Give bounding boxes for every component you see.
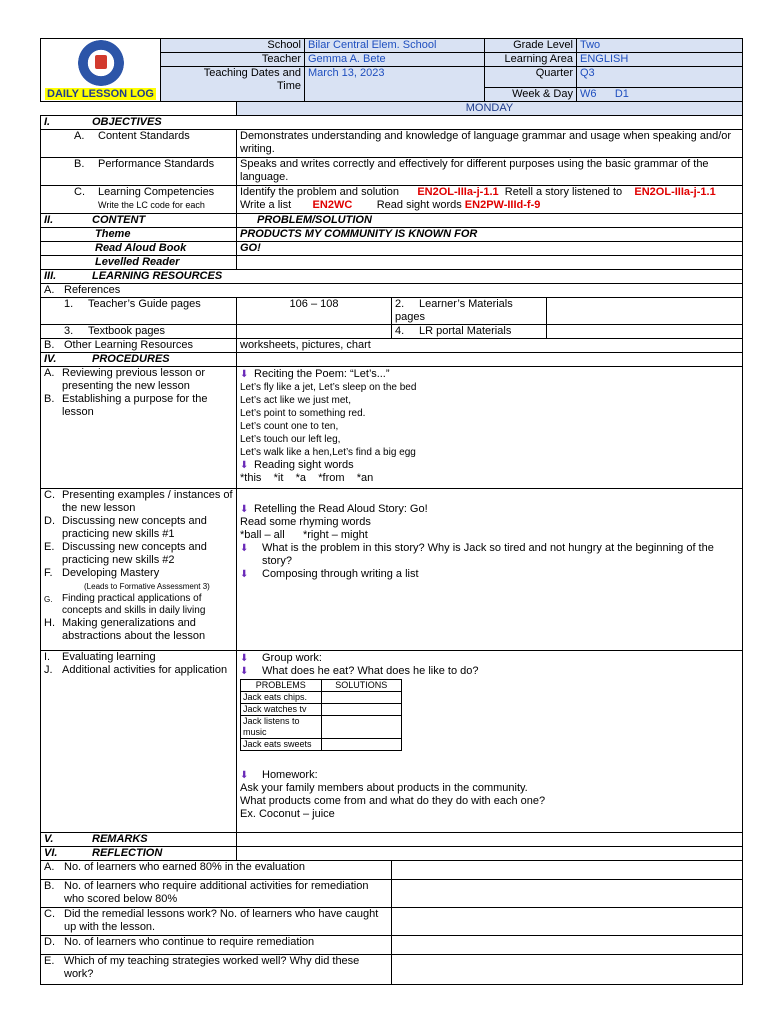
lr-portal-value — [547, 325, 743, 339]
section-number: II. — [44, 214, 54, 226]
procedure-item — [44, 664, 233, 677]
sight-words: *this *it *a *from *an — [240, 472, 374, 484]
reflection-item — [41, 955, 392, 985]
section-title: OBJECTIVES — [92, 116, 162, 128]
grade-value: Two — [577, 39, 743, 53]
problem-solution-table — [240, 679, 402, 751]
table-cell — [321, 739, 402, 751]
week-label: Week & Day — [485, 88, 577, 102]
item-letter: C. — [44, 908, 55, 920]
item-letter: F. — [44, 567, 53, 579]
theme-label: Theme — [41, 228, 237, 242]
dates-value: March 13, 2023 — [305, 67, 485, 102]
item-text: Finding practical applications of concepts and skills in daily living — [62, 593, 206, 616]
item-text: Discussing new concepts and practicing new skills #1 — [62, 515, 207, 540]
week-value — [577, 88, 743, 102]
item-text: Reviewing previous lesson or presenting the new lesson — [62, 367, 206, 392]
item-text: Did the remedial lessons work? No. of learners who have caught up with the lesson. — [64, 908, 379, 933]
table-row — [241, 716, 402, 739]
content-standards-label — [41, 130, 237, 158]
item-letter: C. — [44, 489, 55, 501]
teacher-value: Gemma A. Bete — [305, 53, 485, 67]
item-label: Learner’s Materials pages — [395, 298, 513, 323]
section-title: CONTENT — [92, 214, 146, 226]
poem-line: Let’s point to something red. — [240, 408, 366, 419]
procedure-item — [44, 567, 233, 580]
item-letter: D. — [44, 515, 55, 527]
read-aloud-value: GO! — [237, 242, 743, 256]
performance-standards-label — [41, 158, 237, 186]
procedure-item — [44, 617, 233, 643]
day-number: D1 — [614, 88, 629, 100]
item-label: Performance Standards — [98, 158, 215, 170]
item-number: 2. — [395, 298, 405, 310]
compose-text: Composing through writing a list — [262, 568, 419, 580]
procedure-list-ch — [44, 489, 233, 643]
teachers-guide-value: 106 – 108 — [237, 298, 392, 325]
textbook-value — [237, 325, 392, 339]
poem-line: Let’s touch our left leg, — [240, 434, 341, 445]
arrow-bullet-icon: ⬇ — [240, 460, 249, 471]
item-label: Teacher’s Guide pages — [88, 298, 201, 310]
homework-title: Homework: — [262, 769, 318, 781]
read-aloud-label: Read Aloud Book — [41, 242, 237, 256]
table-cell — [321, 704, 402, 716]
retell-text: Retelling the Read Aloud Story: Go! — [254, 503, 428, 515]
section-content — [41, 214, 237, 228]
item-text: No. of learners who continue to require remediation — [64, 936, 315, 948]
arrow-bullet-icon: ⬇ — [240, 569, 249, 580]
quarter-value: Q3 — [577, 67, 743, 88]
item-label: Textbook pages — [88, 325, 166, 337]
table-row — [241, 704, 402, 716]
procedure-list-ij — [44, 651, 233, 677]
homework-line: What products come from and what do they do with each one? — [240, 795, 546, 807]
section-number: I. — [44, 116, 51, 128]
reflection-item — [41, 936, 392, 955]
competency-text: Retell a story listened to — [504, 186, 623, 198]
references-row — [41, 284, 743, 298]
item-text: Making generalizations and abstractions about the lesson — [62, 617, 206, 642]
procedure-item — [44, 651, 233, 664]
table-cell: Jack listens to music — [241, 716, 322, 739]
arrow-bullet-icon: ⬇ — [240, 666, 249, 677]
arrow-bullet-icon: ⬇ — [240, 369, 249, 380]
item-letter: H. — [44, 617, 55, 629]
table-cell: Jack eats chips. — [241, 692, 322, 704]
competency-text: Read sight words — [376, 199, 462, 211]
table-cell — [321, 716, 402, 739]
item-label: Learning Competencies — [98, 186, 215, 198]
sight-words-title: Reading sight words — [254, 459, 354, 471]
reflection-item — [41, 908, 392, 936]
learners-materials-value — [547, 298, 743, 325]
teacher-label: Teacher — [161, 53, 305, 67]
section-number: IV. — [44, 353, 57, 365]
procedure-item — [44, 367, 233, 393]
competency-code: EN2OL-IIIa-j-1.1 — [634, 186, 716, 198]
item-subtext: (Leads to Formative Assessment 3) — [84, 582, 210, 591]
procedure-block-ch — [41, 489, 237, 651]
competency-text: Write a list — [240, 199, 292, 211]
reflection-answer — [392, 861, 743, 880]
item-letter: A. — [44, 367, 55, 379]
school-label: School — [161, 39, 305, 53]
dates-label — [161, 67, 305, 102]
other-resources-label — [41, 339, 237, 353]
quarter-label: Quarter — [485, 67, 577, 88]
item-letter: E. — [44, 955, 55, 967]
arrow-bullet-icon: ⬇ — [240, 504, 249, 515]
procedure-list-ab — [44, 367, 233, 419]
poem-title: Reciting the Poem: “Let’s...” — [254, 368, 390, 380]
table-row — [241, 692, 402, 704]
poem-line: Let’s act like we just met, — [240, 395, 351, 406]
procedure-block-ij — [41, 651, 237, 833]
group-work-title: Group work: — [262, 652, 322, 664]
item-sublabel: Write the LC code for each — [98, 200, 205, 210]
item-letter: C. — [74, 186, 85, 198]
table-header: SOLUTIONS — [321, 680, 402, 692]
poem-lines — [240, 381, 739, 459]
item-number: 3. — [64, 325, 74, 337]
section-objectives — [41, 116, 743, 130]
competency-text: Identify the problem and solution — [240, 186, 399, 198]
procedure-content-ch — [237, 489, 743, 651]
item-letter: B. — [44, 393, 55, 405]
section-title: LEARNING RESOURCES — [92, 270, 223, 282]
item-label: LR portal Materials — [419, 325, 512, 337]
item-text: Discussing new concepts and practicing new skills #2 — [62, 541, 207, 566]
arrow-bullet-icon: ⬇ — [240, 653, 249, 664]
lr-portal-label — [392, 325, 547, 339]
section-number: V. — [44, 833, 54, 845]
poem-line: Let’s walk like a hen,Let’s find a big egg — [240, 447, 416, 458]
learning-competencies-label — [41, 186, 237, 214]
section-number: VI. — [44, 847, 58, 859]
day-header: MONDAY — [237, 102, 743, 116]
reflection-answer — [392, 880, 743, 908]
learning-competencies-value — [237, 186, 743, 214]
section-title: PROCEDURES — [92, 353, 170, 365]
table-cell — [321, 692, 402, 704]
procedure-item — [44, 541, 233, 567]
arrow-bullet-icon: ⬇ — [240, 543, 249, 554]
blank-corner — [41, 102, 237, 116]
item-letter: A. — [74, 130, 85, 142]
item-letter: B. — [44, 339, 55, 351]
other-resources-value: worksheets, pictures, chart — [237, 339, 743, 353]
rhyme-title: Read some rhyming words — [240, 516, 371, 528]
item-text: No. of learners who earned 80% in the evaluation — [64, 861, 305, 873]
table-cell: Jack watches tv — [241, 704, 322, 716]
section-number: III. — [44, 270, 57, 282]
item-letter: G. — [44, 595, 53, 604]
section-title: REFLECTION — [92, 847, 163, 859]
dll-title: DAILY LESSON LOG — [47, 88, 154, 100]
header-table — [40, 38, 743, 102]
remarks-value — [237, 833, 743, 847]
item-label: Content Standards — [98, 130, 190, 142]
table-row — [241, 739, 402, 751]
poem-line: Let’s fly like a jet, Let’s sleep on the bed — [240, 382, 417, 393]
content-standards-value: Demonstrates understanding and knowledge of language grammar and usage when speaking and/or writing. — [237, 130, 743, 158]
item-text: Developing Mastery — [62, 567, 160, 579]
story-question: What is the problem in this story? Why is Jack so tired and not hungry at the beginning of the story? — [262, 542, 714, 567]
levelled-reader-label: Levelled Reader — [41, 256, 237, 270]
section-procedures — [41, 353, 237, 367]
lesson-body-table — [40, 101, 743, 985]
arrow-bullet-icon: ⬇ — [240, 770, 249, 781]
procedure-block-ab — [41, 367, 237, 489]
item-number: 4. — [395, 325, 405, 337]
levelled-reader-value — [237, 256, 743, 270]
grade-label: Grade Level — [485, 39, 577, 53]
item-letter: A. — [44, 861, 55, 873]
performance-standards-value: Speaks and writes correctly and effectively for different purposes using the basic grammar of the language. — [237, 158, 743, 186]
competency-code: EN2PW-IIId-f-9 — [464, 199, 541, 211]
section-learning-resources — [41, 270, 743, 284]
theme-value: PRODUCTS MY COMMUNITY IS KNOWN FOR — [237, 228, 743, 242]
item-text: Presenting examples / instances of the new lesson — [62, 489, 233, 514]
school-value: Bilar Central Elem. School — [305, 39, 485, 53]
table-header: PROBLEMS — [241, 680, 322, 692]
competency-code: EN2WC — [312, 199, 353, 211]
reflection-item — [41, 861, 392, 880]
item-letter: D. — [44, 936, 55, 948]
item-text: Evaluating learning — [62, 651, 156, 663]
procedure-content-ab — [237, 367, 743, 489]
reflection-answer — [392, 936, 743, 955]
item-text: Additional activities for application — [62, 664, 228, 676]
item-label: References — [64, 284, 121, 296]
rhyme-words: *ball – all *right – might — [240, 529, 368, 541]
eat-question: What does he eat? What does he like to do? — [262, 665, 479, 677]
learners-materials-label — [392, 298, 547, 325]
item-letter: J. — [44, 664, 53, 676]
deped-seal-icon — [78, 40, 124, 86]
item-letter: A. — [44, 284, 55, 296]
daily-lesson-log — [40, 38, 742, 985]
procedure-subitem — [44, 580, 233, 593]
procedure-content-ij — [237, 651, 743, 833]
dates-label-line-1: Teaching Dates and — [203, 67, 301, 79]
procedures-blank — [237, 353, 743, 367]
area-value: ENGLISH — [577, 53, 743, 67]
section-reflection — [41, 847, 237, 861]
procedure-item — [44, 489, 233, 515]
item-text: Establishing a purpose for the lesson — [62, 393, 208, 418]
item-letter: I. — [44, 651, 51, 663]
content-value: PROBLEM/SOLUTION — [237, 214, 743, 228]
item-letter: B. — [74, 158, 85, 170]
homework-line: Ask your family members about products in the community. — [240, 782, 528, 794]
teachers-guide-label — [41, 298, 237, 325]
procedure-item — [44, 593, 233, 617]
item-number: 1. — [64, 298, 74, 310]
section-remarks — [41, 833, 237, 847]
reflection-answer — [392, 955, 743, 985]
item-letter: E. — [44, 541, 55, 553]
item-label: Other Learning Resources — [64, 339, 194, 351]
week-number: W6 — [580, 88, 597, 100]
reflection-item — [41, 880, 392, 908]
procedure-item — [44, 515, 233, 541]
table-cell: Jack eats sweets — [241, 739, 322, 751]
reflection-value — [237, 847, 743, 861]
dates-label-line-2: Time — [276, 80, 301, 92]
homework-line: Ex. Coconut – juice — [240, 808, 335, 820]
poem-line: Let’s count one to ten, — [240, 421, 339, 432]
item-text: No. of learners who require additional activities for remediation who scored below 80% — [64, 880, 369, 905]
section-title: REMARKS — [92, 833, 148, 845]
textbook-label — [41, 325, 237, 339]
logo-cell — [41, 39, 161, 102]
item-text: Which of my teaching strategies worked well? Why did these work? — [64, 955, 360, 980]
reflection-answer — [392, 908, 743, 936]
competency-code: EN2OL-IIIa-j-1.1 — [417, 186, 499, 198]
area-label: Learning Area — [485, 53, 577, 67]
item-letter: B. — [44, 880, 55, 892]
procedure-item — [44, 393, 233, 419]
